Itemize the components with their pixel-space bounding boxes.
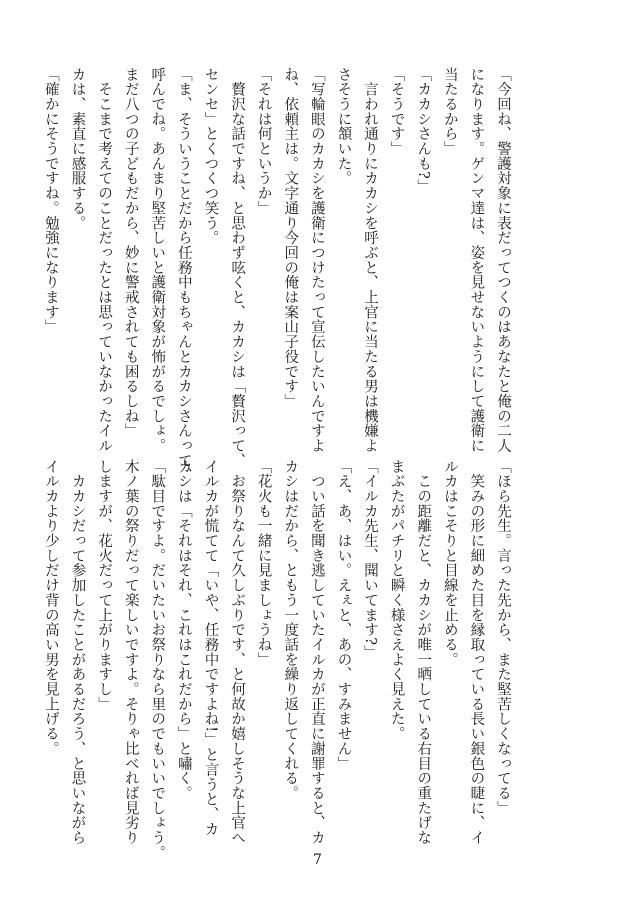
text-line: イルカが慌てて「いや、任務中ですよね!」と言うと、カ xyxy=(202,459,219,837)
text-line: 「写輪眼のカカシを護衛につけたって宣伝したいんですよ xyxy=(308,67,325,454)
text-line: カは、素直に感服する。 xyxy=(69,67,86,231)
text-line: さそうに頷いた。 xyxy=(335,67,352,186)
text-line: 「カカシさんも?」 xyxy=(415,67,432,194)
text-line: センセ」とくつくつ笑う。 xyxy=(202,67,219,246)
text-line: 木ノ葉の祭りだって楽しいですよ。そりゃ比べれば見劣り xyxy=(122,459,139,846)
text-line: 言われ通りにカカシを呼ぶと、上官に当たる男は機嫌よ xyxy=(362,67,379,454)
text-line: 「イルカ先生、聞いてます?」 xyxy=(362,459,379,661)
text-line: になります。ゲンマ達は、姿を見せないようにして護衛に xyxy=(468,67,485,454)
bottom-text-block xyxy=(42,459,516,860)
text-line: 「今回ね、警護対象に表だってつくのはあなたと俺の二人 xyxy=(495,67,511,454)
text-line: まぶたがパチリと瞬く様さえよく見えた。 xyxy=(388,459,405,742)
text-line: しますが、花火だって上がりますし」 xyxy=(96,459,113,712)
text-line: ルカはこそりと目線を止める。 xyxy=(441,459,458,667)
text-line: 「駄目ですよ。だいたいお祭りなら里のでもいいでしょう。 xyxy=(149,459,166,860)
text-line: 「ほら先生。言った先から、また堅苦しくなってる」 xyxy=(495,459,511,816)
text-line: イルカより少しだけ背の高い男を見上げる。 xyxy=(42,459,59,756)
text-line: お祭りなんて久しぶりです、と何故か嬉しそうな上官へ xyxy=(229,459,246,846)
text-line: 「花火も一緒に見ましょうね」 xyxy=(255,459,272,667)
top-text-block xyxy=(42,67,516,483)
text-line: 「確かにそうですね。勉強になります」 xyxy=(42,67,59,335)
text-line: そこまで考えてのことだったとは思っていなかったイル xyxy=(96,67,113,454)
text-line: つい話を聞き逃していたイルカが正直に謝罪すると、カ xyxy=(308,459,325,846)
text-line: まだ八つの子どもだから、妙に警戒されても困るしね」 xyxy=(122,67,139,439)
text-line: 「そうです」 xyxy=(388,67,405,157)
text-line: 「え、あ、はい。えぇと、あの、すみません」 xyxy=(335,459,352,771)
text-line: カカシだって参加したことがあるだろう、と思いながら xyxy=(69,459,86,846)
text-line: 「ま、そういうことだから任務中もちゃんとカカシさんって、 xyxy=(175,67,192,483)
text-line: この距離だと、カカシが唯一晒している右目の重たげな xyxy=(415,459,432,846)
text-line: カシはだから、ともう一度話を繰り返してくれる。 xyxy=(282,459,299,801)
text-line: 「それは何というか」 xyxy=(255,67,272,216)
text-line: 贅沢な話ですね、と思わず呟くと、カカシは「贅沢って、 xyxy=(229,67,246,468)
text-line: ね、依頼主は。文字通り今回の俺は案山子役です」 xyxy=(282,67,299,409)
text-line: カシは「それはそれ、これはこれだから」と嘯く。 xyxy=(175,459,192,801)
text-line: 呼んでね。あんまり堅苦しいと護衛対象が怖がるでしょ。 xyxy=(149,67,166,454)
text-line: 笑みの形に細めた目を縁取っている長い銀色の睫に、イ xyxy=(468,459,485,846)
page-number: 7 xyxy=(313,852,322,868)
text-line: 当たるから」 xyxy=(441,67,458,157)
